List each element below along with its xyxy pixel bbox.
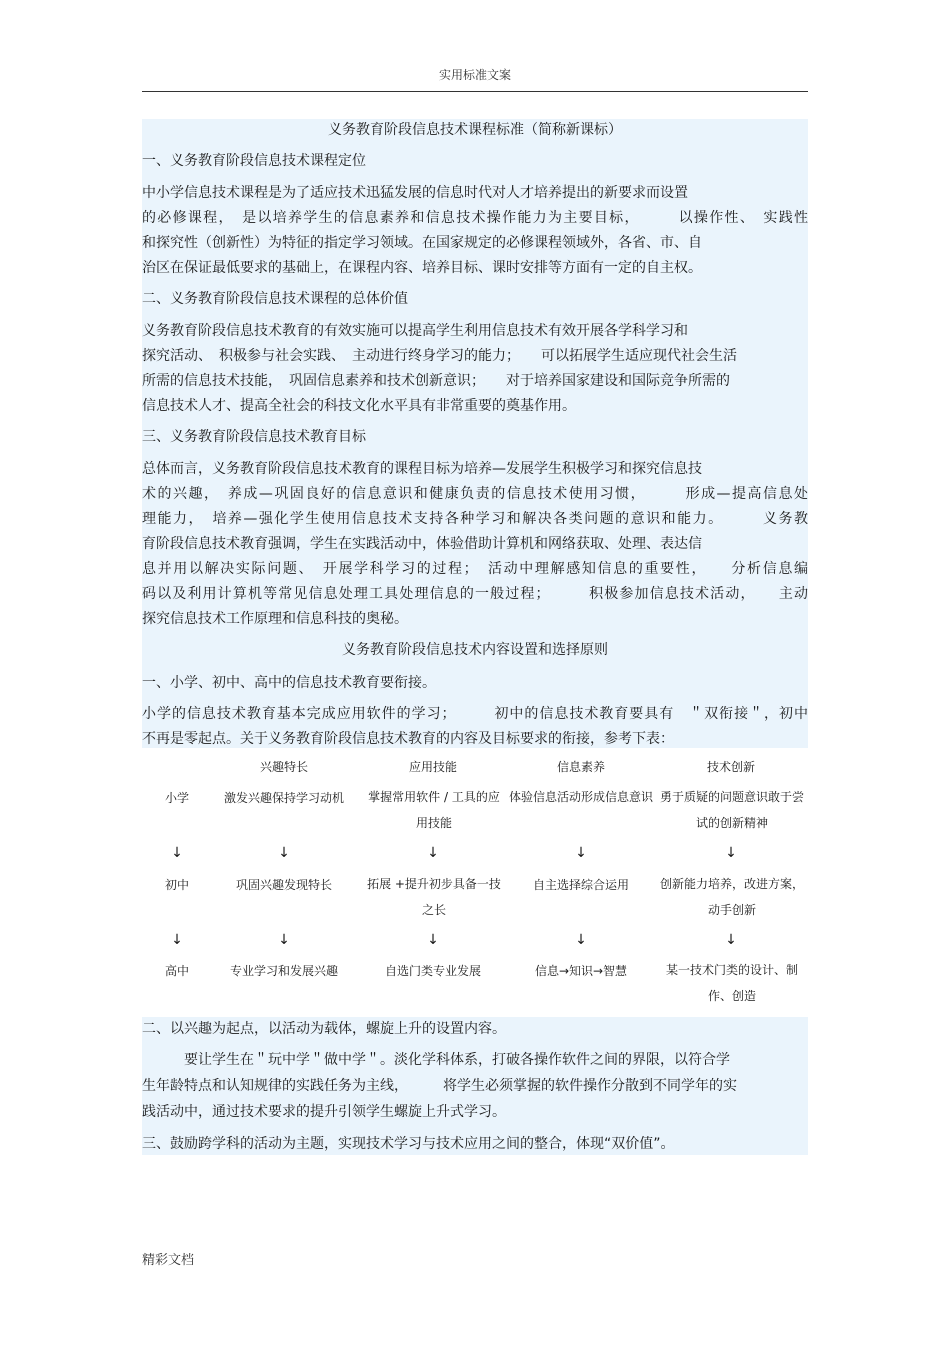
down-arrow-icon: ↓ [575,932,587,948]
paragraph-line: 和探究性（创新性）为特征的指定学习领域。在国家规定的必修课程领域外，各省、市、自 [142,235,702,251]
paragraph-line: 探究信息技术工作原理和信息科技的奥秘。 [142,611,408,627]
table-cell: 激发兴趣保持学习动机 [223,791,344,805]
table-row-stage: 初中 [164,878,189,892]
paragraph-line: 的必修课程， 是以培养学生的信息素养和信息技术操作能力为主要目标， 以操作性、 实践性 [142,210,808,226]
down-arrow-icon: ↓ [575,845,587,861]
section-title: 义务教育阶段信息技术内容设置和选择原则 [342,642,608,658]
paragraph-line: 术的兴趣， 养成—巩固良好的信息意识和健康负责的信息技术使用习惯， 形成—提高信息处 [142,486,808,502]
paragraph-line: 要让学生在＂玩中学＂做中学＂。淡化学科体系，打破各操作软件之间的界限，以符合学 [142,1052,730,1068]
down-arrow-icon: ↓ [725,845,737,861]
paragraph-line: 息并用以解决实际问题、 开展学科学习的过程； 活动中理解感知信息的重要性， 分析信息编 [142,561,808,577]
table-cell: 创新能力培养，改进方案，动手创新 [659,877,804,917]
paragraph-line: 中小学信息技术课程是为了适应技术迅猛发展的信息时代对人才培养提出的新要求而设置 [142,185,688,201]
section-heading: 三、义务教育阶段信息技术教育目标 [142,429,366,445]
table-header-skills: 应用技能 [408,760,457,774]
paragraph-line: 义务教育阶段信息技术教育的有效实施可以提高学生利用信息技术有效开展各学科学习和 [142,323,688,339]
table-header-literacy: 信息素养 [556,760,605,774]
paragraph-line: 不再是零起点。关于义务教育阶段信息技术教育的内容及目标要求的衔接，参考下表： [142,731,674,747]
table-cell: 信息→知识→智慧 [534,964,628,978]
table-header-interest: 兴趣特长 [259,760,308,774]
table-cell: 拓展 +提升初步具备一技之长 [367,877,501,917]
table-header-innovation: 技术创新 [706,760,755,774]
doc-title: 义务教育阶段信息技术课程标准（简称新课标） [328,122,622,138]
down-arrow-icon: ↓ [171,845,183,861]
down-arrow-icon: ↓ [278,845,290,861]
page-footer: 精彩文档 [142,1253,195,1268]
section-heading: 三、鼓励跨学科的活动为主题，实现技术学习与技术应用之间的整合，体现“双价值”。 [142,1136,675,1152]
table-row-stage: 小学 [164,791,189,805]
down-arrow-icon: ↓ [278,932,290,948]
paragraph-line: 育阶段信息技术教育强调，学生在实践活动中，体验借助计算机和网络获取、处理、表达信 [142,536,702,552]
table-cell: 掌握常用软件 / 工具的应用技能 [368,790,500,830]
paragraph-line: 信息技术人才、提高全社会的科技文化水平具有非常重要的奠基作用。 [142,398,576,414]
page-header: 实用标准文案 [438,68,511,82]
table-cell: 专业学习和发展兴趣 [229,964,338,978]
paragraph-line: 所需的信息技术技能， 巩固信息素养和技术创新意识； 对于培养国家建设和国际竞争所需的 [142,373,730,389]
table-cell: 巩固兴趣发现特长 [235,878,332,892]
down-arrow-icon: ↓ [427,845,439,861]
down-arrow-icon: ↓ [725,932,737,948]
table-cell: 某一技术门类的设计、制作、创造 [665,963,798,1003]
section-heading: 一、小学、初中、高中的信息技术教育要衔接。 [142,675,436,691]
paragraph-line: 生年龄特点和认知规律的实践任务为主线， 将学生必须掌握的软件操作分散到不同学年的实 [142,1078,737,1094]
paragraph-line: 探究活动、 积极参与社会实践、 主动进行终身学习的能力； 可以拓展学生适应现代社会生活 [142,348,737,364]
paragraph-line: 理能力， 培养—强化学生使用信息技术支持各种学习和解决各类问题的意识和能力。 义务教 [142,511,808,527]
table-cell: 自选门类专业发展 [384,964,481,978]
header-rule [142,91,808,92]
table-cell: 自主选择综合运用 [532,878,629,892]
table-row-stage: 高中 [164,964,189,978]
section-heading: 二、以兴趣为起点，以活动为载体，螺旋上升的设置内容。 [142,1021,506,1037]
table-cell: 体验信息活动形成信息意识 [508,790,653,804]
paragraph-line: 小学的信息技术教育基本完成应用软件的学习； 初中的信息技术教育要具有 ＂双衔接＂，初中 [142,706,808,722]
table-cell: 勇于质疑的问题意识敢于尝试的创新精神 [659,790,804,830]
section-heading: 一、义务教育阶段信息技术课程定位 [142,153,366,169]
section-heading: 二、义务教育阶段信息技术课程的总体价值 [142,291,408,307]
paragraph-line: 治区在保证最低要求的基础上，在课程内容、培养目标、课时安排等方面有一定的自主权。 [142,260,702,276]
down-arrow-icon: ↓ [427,932,439,948]
paragraph-line: 总体而言，义务教育阶段信息技术教育的课程目标为培养—发展学生积极学习和探究信息技 [142,461,702,477]
down-arrow-icon: ↓ [171,932,183,948]
paragraph-line: 码以及利用计算机等常见信息处理工具处理信息的一般过程； 积极参加信息技术活动， 主动 [142,586,808,602]
paragraph-line: 践活动中，通过技术要求的提升引领学生螺旋上升式学习。 [142,1104,506,1120]
